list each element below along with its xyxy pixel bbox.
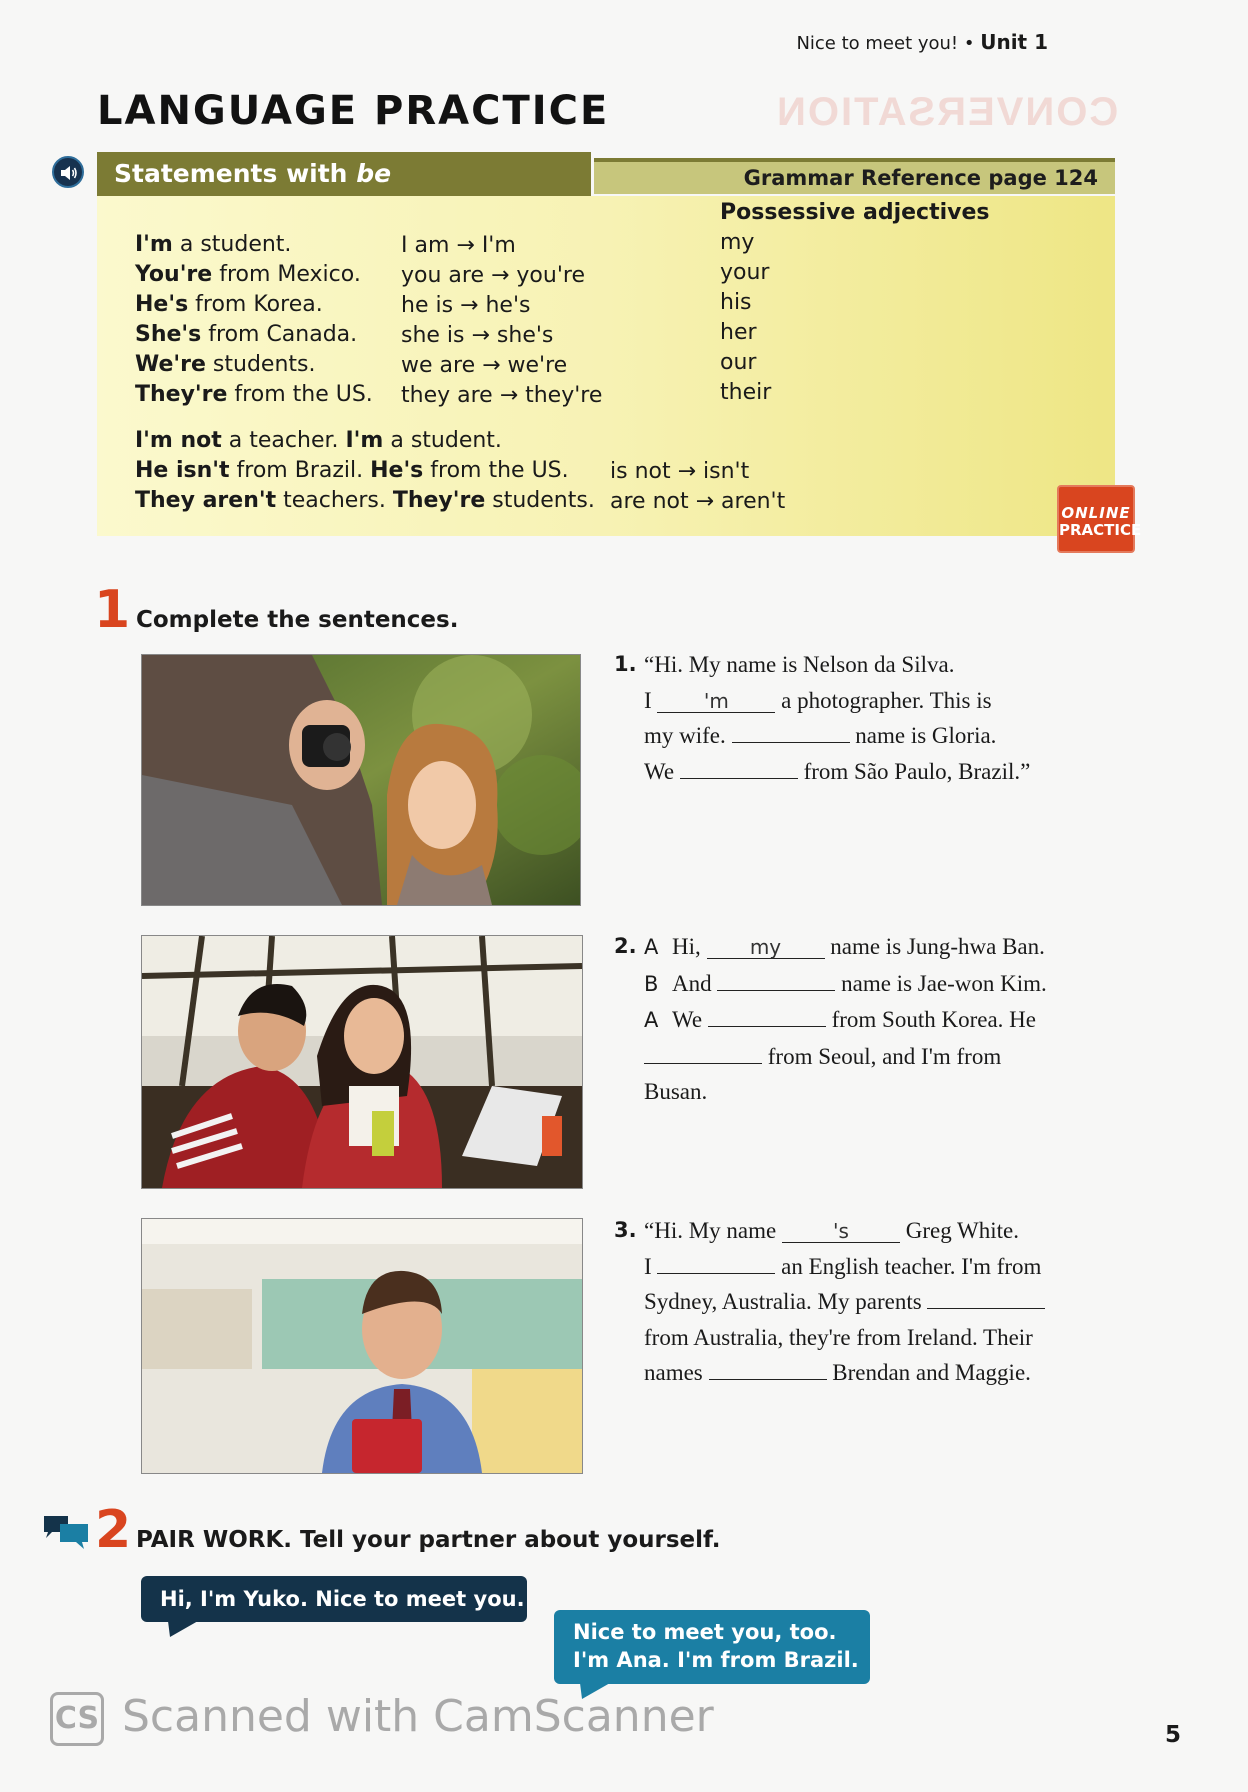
statements-column: [135, 230, 373, 410]
statement-line: She's from Canada.: [135, 322, 358, 347]
running-header-title: Nice to meet you! •: [796, 33, 975, 54]
answer-blank[interactable]: [708, 1004, 826, 1027]
online-practice-label-2: PRACTICE: [1059, 521, 1142, 539]
exercise-1-item-3: [614, 1213, 1154, 1391]
statement-line: You're from Mexico.: [135, 262, 361, 287]
sentence-line: my wife. name is Gloria.: [644, 718, 1114, 754]
sentence-line: A Hi, my name is Jung-hwa Ban.: [644, 929, 1154, 966]
running-header-unit: Unit 1: [980, 30, 1048, 54]
negative-line: I'm not a teacher. I'm a student.: [135, 428, 502, 453]
contraction-line: they are → they're: [401, 383, 603, 408]
sentence-line: I an English teacher. I'm from: [644, 1249, 1154, 1285]
contraction-line: he is → he's: [401, 293, 531, 318]
grammar-box: [97, 196, 1115, 536]
sentence-line: A We from South Korea. He: [644, 1002, 1154, 1039]
neg-contraction-line: is not → isn't: [610, 459, 750, 484]
neg-contractions-column: [610, 457, 785, 517]
speaker-label: A: [644, 1008, 659, 1032]
exercise-1-item-2: [614, 929, 1154, 1110]
exercise-2-instruction: PAIR WORK. Tell your partner about yourself.: [136, 1527, 721, 1553]
statement-line: He's from Korea.: [135, 292, 323, 317]
online-practice-button[interactable]: [1057, 485, 1142, 553]
sentence-line: B And name is Jae-won Kim.: [644, 966, 1154, 1003]
statement-line: We're students.: [135, 352, 316, 377]
answer-blank[interactable]: my: [707, 936, 825, 959]
answer-blank[interactable]: 'm: [657, 690, 775, 713]
answer-blank[interactable]: [657, 1251, 775, 1274]
possessive-item: his: [720, 290, 752, 315]
contractions-column: [401, 231, 602, 411]
possessive-title: Possessive adjectives: [720, 200, 990, 225]
possessive-item: our: [720, 350, 757, 375]
exercise-1-item-1: [614, 647, 1114, 789]
sentence-line: names Brendan and Maggie.: [644, 1355, 1154, 1391]
answer-blank[interactable]: 's: [782, 1220, 900, 1243]
contraction-line: I am → I'm: [401, 233, 516, 258]
answer-blank[interactable]: [927, 1286, 1045, 1309]
contraction-line: you are → you're: [401, 263, 585, 288]
page-number: 5: [1165, 1722, 1182, 1748]
possessive-item: your: [720, 260, 770, 285]
camscanner-watermark: Scanned with CamScanner: [122, 1691, 714, 1742]
contraction-line: she is → she's: [401, 323, 554, 348]
show-through-heading: CONVERSATION: [775, 90, 1119, 134]
speaker-label: A: [644, 935, 659, 959]
exercise-2-number: 2: [95, 1500, 132, 1560]
negatives-column: [135, 426, 595, 516]
speech-bubble-yuko: Hi, I'm Yuko. Nice to meet you.: [141, 1576, 527, 1622]
sentence-line: “Hi. My name is Nelson da Silva.: [644, 652, 955, 677]
grammar-heading: [97, 152, 591, 196]
photo-photographer-and-wife: [141, 654, 581, 906]
grammar-heading-prefix: Statements with: [114, 159, 357, 188]
item-number: 3.: [614, 1218, 637, 1242]
camscanner-logo: CS: [50, 1692, 104, 1746]
sentence-line: I 'm a photographer. This is: [644, 687, 992, 713]
sentence-line: Busan.: [644, 1079, 708, 1104]
item-number: 1.: [614, 652, 637, 676]
negative-line: They aren't teachers. They're students.: [135, 488, 595, 513]
speech-bubble-yuko-tail: [168, 1621, 198, 1637]
sentence-line: from Australia, they're from Ireland. Their: [644, 1324, 1033, 1350]
grammar-heading-word: be: [356, 159, 392, 188]
neg-contraction-line: are not → aren't: [610, 489, 786, 514]
statement-line: I'm a student.: [135, 232, 292, 257]
pair-work-label: PAIR WORK.: [136, 1527, 293, 1553]
photo-couple-at-laptop: [141, 935, 583, 1189]
speech-bubble-ana: Nice to meet you, too. I'm Ana. I'm from Brazil.: [554, 1610, 870, 1684]
grammar-reference[interactable]: Grammar Reference page 124: [594, 158, 1115, 194]
pair-work-icon: [42, 1514, 90, 1555]
answer-blank[interactable]: [680, 756, 798, 779]
sentence-line: Sydney, Australia. My parents: [644, 1284, 1154, 1320]
contraction-line: we are → we're: [401, 353, 568, 378]
sentence-line: “Hi. My name 's Greg White.: [644, 1218, 1019, 1243]
answer-blank[interactable]: [717, 968, 835, 991]
photo-teacher: [141, 1218, 583, 1474]
exercise-1-number: 1: [94, 580, 131, 640]
possessive-item: their: [720, 380, 772, 405]
answer-blank[interactable]: [732, 720, 850, 743]
possessive-item: her: [720, 320, 757, 345]
negative-line: He isn't from Brazil. He's from the US.: [135, 458, 569, 483]
sentence-line: We from São Paulo, Brazil.”: [644, 754, 1114, 790]
running-header: [796, 30, 1048, 54]
online-practice-label-1: ONLINE: [1061, 504, 1131, 522]
exercise-1-instruction: Complete the sentences.: [136, 607, 459, 633]
sentence-line: from Seoul, and I'm from: [644, 1039, 1154, 1075]
item-number: 2.: [614, 934, 637, 958]
possessives-column: [720, 198, 990, 408]
possessive-item: my: [720, 230, 755, 255]
page-title: LANGUAGE PRACTICE: [97, 88, 610, 134]
answer-blank[interactable]: [709, 1357, 827, 1380]
answer-blank[interactable]: [644, 1041, 762, 1064]
speaker-label: B: [644, 971, 659, 996]
audio-icon[interactable]: [52, 156, 84, 188]
statement-line: They're from the US.: [135, 382, 373, 407]
